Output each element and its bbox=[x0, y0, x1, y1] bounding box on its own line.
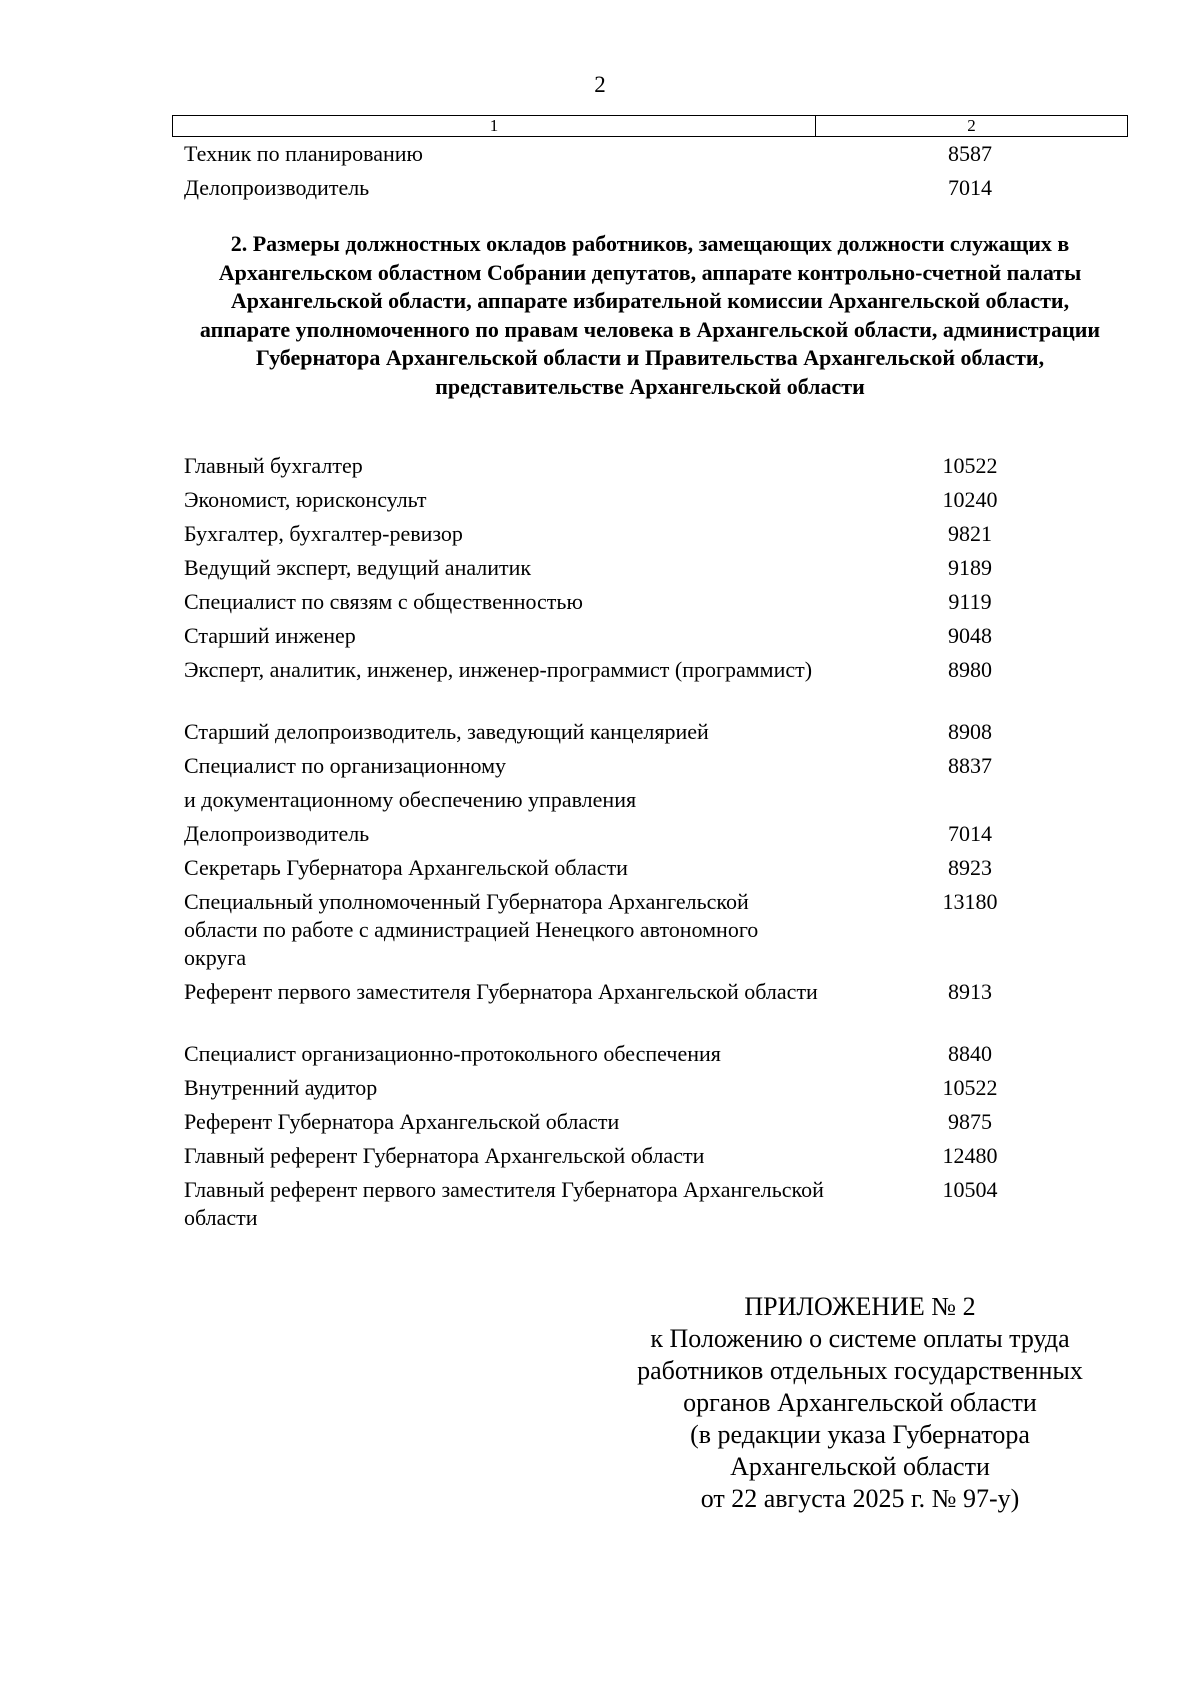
salary-value: 8837 bbox=[948, 753, 992, 778]
appendix-line: (в редакции указа Губернатора bbox=[690, 1420, 1030, 1449]
salary-value: 9119 bbox=[948, 589, 992, 614]
position-name: Старший инженер bbox=[184, 623, 356, 648]
salary-value: 10522 bbox=[942, 1075, 998, 1100]
position-name: Внутренний аудитор bbox=[184, 1075, 378, 1100]
position-name: Главный референт первого заместителя Губернатора Архангельской области bbox=[184, 1177, 824, 1230]
position-name: Референт первого заместителя Губернатора Архангельской области bbox=[184, 979, 818, 1004]
appendix-block bbox=[590, 1291, 1130, 1515]
salary-value: 7014 bbox=[948, 175, 992, 200]
position-name: Главный референт Губернатора Архангельской области bbox=[184, 1143, 705, 1168]
salary-value: 8913 bbox=[948, 979, 992, 1004]
salary-value: 10504 bbox=[942, 1177, 998, 1202]
appendix-title: ПРИЛОЖЕНИЕ № 2 bbox=[744, 1292, 976, 1321]
position-name: Эксперт, аналитик, инженер, инженер-программист (программист) bbox=[184, 657, 813, 682]
salary-value: 9048 bbox=[948, 623, 992, 648]
table-header-col2: 2 bbox=[967, 116, 976, 135]
appendix-line: органов Архангельской области bbox=[683, 1388, 1037, 1417]
position-name: Техник по планированию bbox=[184, 141, 423, 166]
salary-value: 8923 bbox=[948, 855, 992, 880]
appendix-line: к Положению о системе оплаты труда bbox=[650, 1324, 1070, 1353]
appendix-line: Архангельской области bbox=[730, 1452, 990, 1481]
position-name: Делопроизводитель bbox=[184, 175, 370, 200]
appendix-line: работников отдельных государственных bbox=[637, 1356, 1083, 1385]
salary-value: 10240 bbox=[942, 487, 998, 512]
position-name: Секретарь Губернатора Архангельской области bbox=[184, 855, 628, 880]
salary-value: 8587 bbox=[948, 141, 992, 166]
position-name: Главный бухгалтер bbox=[184, 453, 363, 478]
position-name: Делопроизводитель bbox=[184, 821, 370, 846]
section-heading: 2. Размеры должностных окладов работников, замещающих должности служащих в Архангельском областном Собрании депутатов, аппарате контрольно-счетной палаты Архангельской области, аппарате избирательной комиссии Архангельской области, аппарате уполномоченного по правам человека в Архангельской области, администрации Губернатора Архангельской области и Правительства Архангельской области, представительстве Архангельской области bbox=[199, 231, 1101, 399]
table-header bbox=[172, 115, 1128, 137]
position-name: Старший делопроизводитель, заведующий канцелярией bbox=[184, 719, 709, 744]
position-name: Специалист по связям с общественностью bbox=[184, 589, 583, 614]
salary-value: 8840 bbox=[948, 1041, 992, 1066]
position-name: Бухгалтер, бухгалтер-ревизор bbox=[184, 521, 463, 546]
salary-value: 9821 bbox=[948, 521, 992, 546]
position-name: Специалист организационно-протокольного обеспечения bbox=[184, 1041, 721, 1066]
salary-value: 12480 bbox=[942, 1143, 998, 1168]
salary-value: 8980 bbox=[948, 657, 992, 682]
salary-value: 13180 bbox=[942, 889, 998, 914]
position-name: Специальный уполномоченный Губернатора Архангельской области по работе с администрацией Ненецкого автономного округа bbox=[184, 889, 759, 970]
position-name: Референт Губернатора Архангельской области bbox=[184, 1109, 620, 1134]
position-name: и документационному обеспечению управления bbox=[184, 787, 637, 812]
salary-value: 9189 bbox=[948, 555, 992, 580]
position-name: Ведущий эксперт, ведущий аналитик bbox=[184, 555, 532, 580]
salary-value: 8908 bbox=[948, 719, 992, 744]
salary-value: 7014 bbox=[948, 821, 992, 846]
position-name: Специалист по организационному bbox=[184, 753, 507, 778]
position-name: Экономист, юрисконсульт bbox=[184, 487, 427, 512]
appendix-line: от 22 августа 2025 г. № 97-у) bbox=[700, 1484, 1020, 1513]
salary-value: 10522 bbox=[942, 453, 998, 478]
salary-value: 9875 bbox=[948, 1109, 992, 1134]
table-header-col1: 1 bbox=[173, 116, 816, 136]
page-number: 2 bbox=[594, 72, 606, 97]
